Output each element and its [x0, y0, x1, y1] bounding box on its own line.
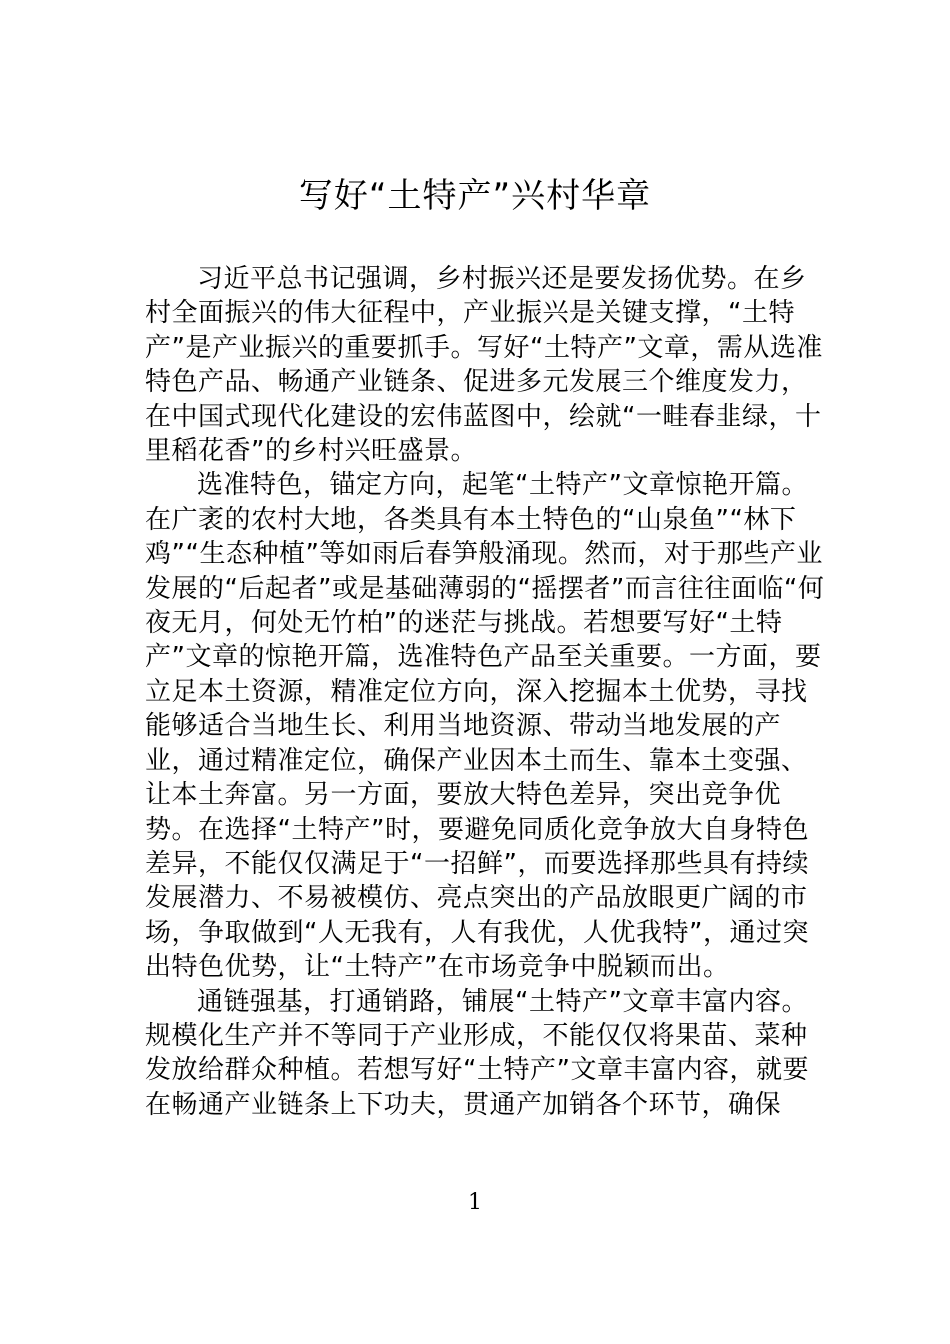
page-number: 1 — [468, 1190, 482, 1215]
paragraph-chain-building: 通链强基，打通销路，铺展“土特产”文章丰富内容。规模化生产并不等同于产业形成，不能仅仅将果苗、菜种发放给群众种植。若想写好“土特产”文章丰富内容，就要在畅通产业链条上下功夫，贯通产加销各个环节，确保 — [145, 986, 809, 1120]
document-body — [145, 262, 825, 1122]
paragraph-intro: 习近平总书记强调，乡村振兴还是要发扬优势。在乡村全面振兴的伟大征程中，产业振兴是关键支撑，“土特产”是产业振兴的重要抓手。写好“土特产”文章，需从选准特色产品、畅通产业链条、促进多元发展三个维度发力，在中国式现代化建设的宏伟蓝图中，绘就“一畦春韭绿，十里稻花香”的乡村兴旺盛景。 — [145, 264, 823, 467]
paragraph-select-features: 选准特色，锚定方向，起笔“土特产”文章惊艳开篇。在广袤的农村大地，各类具有本土特色的“山泉鱼”“林下鸡”“生态种植”等如雨后春笋般涌现。然而，对于那些产业发展的“后起者”或是基础薄弱的“摇摆者”而言往往面临“何夜无月，何处无竹柏”的迷茫与挑战。若想要写好“土特产”文章的惊艳开篇，选准特色产品至关重要。一方面，要立足本土资源，精准定位方向，深入挖掘本土优势，寻找能够适合当地生长、利用当地资源、带动当地发展的产业，通过精准定位，确保产业因本土而生、靠本土变强、让本土奔富。另一方面，要放大特色差异，突出竞争优势。在选择“土特产”时，要避免同质化竞争放大自身特色差异，不能仅仅满足于“一招鲜”，而要选择那些具有持续发展潜力、不易被模仿、亮点突出的产品放眼更广阔的市场，争取做到“人无我有，人有我优，人优我特”，通过突出特色优势，让“土特产”在市场竞争中脱颖而出。 — [145, 470, 825, 983]
document-title: 写好“土特产”兴村华章 — [298, 176, 652, 216]
